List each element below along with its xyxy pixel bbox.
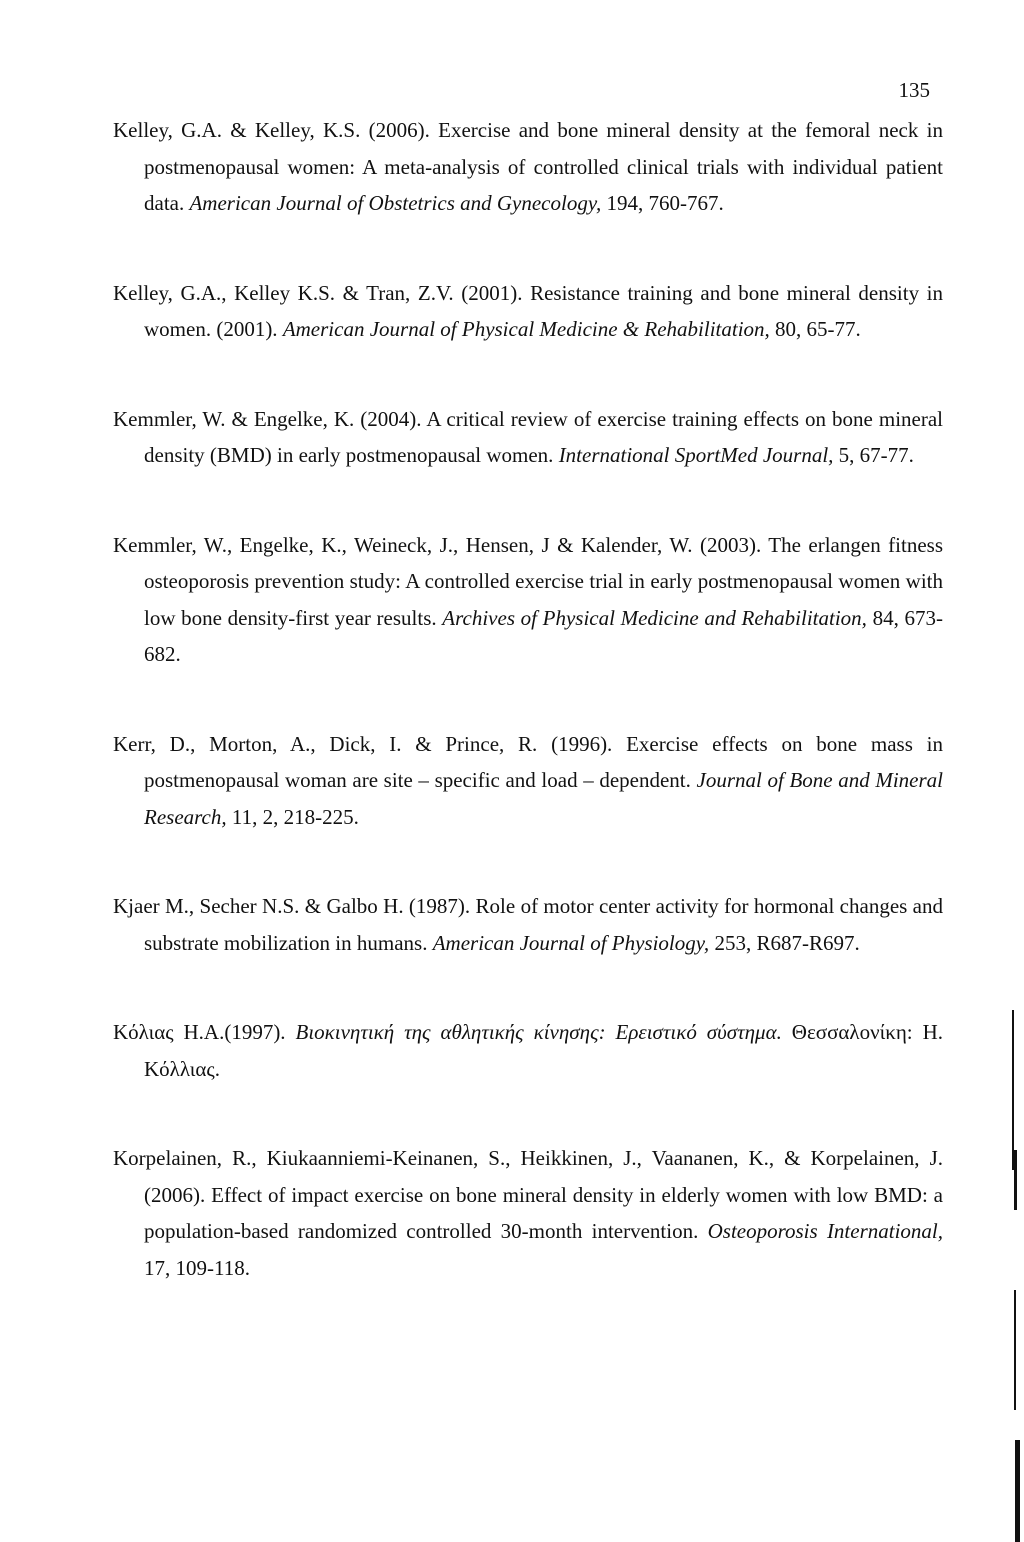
reference-details: 253, R687-R697. xyxy=(709,930,860,955)
reference-authors: Kelley, G.A., Kelley K.S. & Tran, Z.V. (2001). xyxy=(113,280,523,305)
reference-title xyxy=(286,1020,296,1044)
reference-details: 17, 109-118. xyxy=(144,1255,250,1280)
reference-list xyxy=(113,112,943,1339)
reference-journal: Archives of Physical Medicine and Rehabilitation, xyxy=(442,605,867,630)
reference-title: Role of motor center activity for hormonal changes and substrate mobilization in humans. xyxy=(144,894,943,955)
reference-details: 11, 2, 218-225. xyxy=(226,804,359,829)
reference-details: 5, 67-77. xyxy=(833,443,914,467)
reference-authors: Kjaer M., Secher N.S. & Galbo H. (1987). xyxy=(113,894,471,918)
page-number: 135 xyxy=(898,78,930,102)
reference-entry xyxy=(113,888,943,961)
reference-title: Exercise effects on bone mass in postmenopausal woman are site – specific and load – dependent. xyxy=(144,731,943,792)
reference-authors: Korpelainen, R., Kiukaanniemi-Keinanen, S., Heikkinen, J., Vaananen, K., & Korpelainen, J. (2006). xyxy=(113,1146,943,1207)
reference-details: 84, 673-682. xyxy=(144,605,943,666)
reference-details: 194, 760-767. xyxy=(601,191,724,215)
reference-title: The erlangen fitness osteoporosis prevention study: A controlled exercise trial in early postmenopausal women with low bone density-first year results. xyxy=(144,532,943,630)
reference-authors: Kerr, D., Morton, A., Dick, I. & Prince, R. (1996). xyxy=(113,731,613,756)
reference-entry xyxy=(113,726,943,836)
reference-authors: Κόλιας Η.Α.(1997). xyxy=(113,1020,286,1044)
scan-edge-line xyxy=(1012,1010,1014,1170)
reference-entry xyxy=(113,401,943,474)
scan-edge-line xyxy=(1015,1440,1020,1542)
reference-title: A critical review of exercise training effects on bone mineral density (BMD) in early postmenopausal women. xyxy=(144,406,943,467)
reference-authors: Kelley, G.A. & Kelley, K.S. (2006). xyxy=(113,118,430,142)
reference-details: Θεσσαλονίκη: Η. Κόλλιας. xyxy=(144,1020,943,1081)
reference-journal: International SportMed Journal, xyxy=(558,443,834,467)
reference-journal: Journal of Bone and Mineral Research, xyxy=(144,768,944,829)
reference-title: Exercise and bone mineral density at the femoral neck in postmenopausal women: A meta-analysis of controlled clinical trials with individual patient data. xyxy=(144,118,943,215)
reference-title: Resistance training and bone mineral density in women. (2001). xyxy=(144,280,943,341)
reference-entry xyxy=(113,527,943,673)
reference-authors: Kemmler, W. & Engelke, K. (2004). xyxy=(113,406,422,431)
reference-journal: American Journal of Obstetrics and Gynecology, xyxy=(189,191,602,215)
reference-journal: American Journal of Physiology, xyxy=(432,930,710,955)
reference-title: Effect of impact exercise on bone mineral density in elderly women with low BMD: a population-based randomized controlled 30-month intervention. xyxy=(144,1182,943,1243)
reference-details: 80, 65-77. xyxy=(769,317,861,341)
reference-journal: Βιοκινητική της αθλητικής κίνησης: Ερειστικό σύστημα. xyxy=(295,1020,782,1044)
reference-entry xyxy=(113,275,943,348)
reference-journal: American Journal of Physical Medicine & Rehabilitation, xyxy=(282,317,770,341)
scan-edge-line xyxy=(1014,1290,1016,1410)
scan-edge-line xyxy=(1014,1150,1017,1210)
reference-journal: Osteoporosis International, xyxy=(707,1219,944,1243)
reference-authors: Kemmler, W., Engelke, K., Weineck, J., Hensen, J & Kalender, W. (2003). xyxy=(113,532,762,557)
reference-entry xyxy=(113,112,943,222)
reference-entry xyxy=(113,1014,943,1087)
reference-entry xyxy=(113,1140,943,1286)
